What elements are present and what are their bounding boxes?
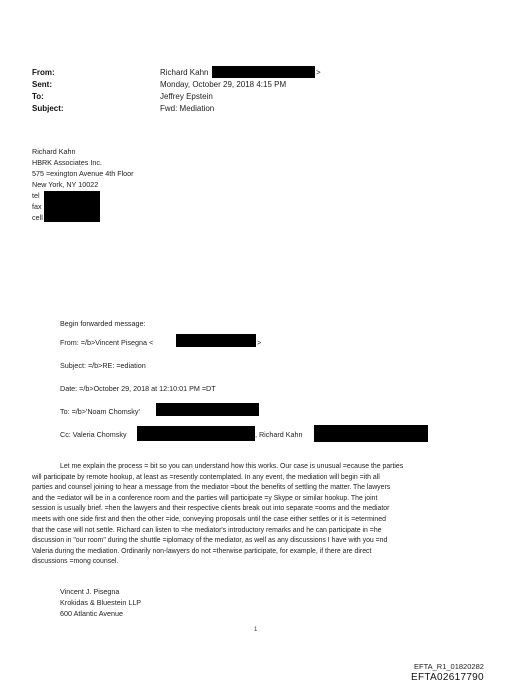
forwarded-to: To: =/b>'Noam Chomsky' (60, 407, 140, 416)
message-line: will participate by remote hookup, at least as =resently contemplated. In any event, the mediation will begin =ith all (32, 473, 380, 481)
forwarded-cc-start: Cc: Valeria Chomsky (60, 430, 127, 439)
to-label: To: (32, 92, 44, 101)
redaction-box (314, 425, 428, 442)
bates-number: EFTA02617790 (411, 672, 484, 683)
redaction-box (44, 191, 100, 222)
forwarded-date: Date: =/b>October 29, 2018 at 12:10:01 PM =DT (60, 384, 216, 393)
forwarded-from: From: =/b>Vincent Pisegna < (60, 338, 154, 347)
closing-address: 600 Atlantic Avenue (60, 609, 124, 618)
signature-name: Richard Kahn (32, 147, 76, 156)
signature-cell: cell (32, 213, 43, 222)
message-line: Let me explain the process = bit so you can understand how this works. Our case is unusual =ecause the parties (60, 463, 404, 470)
message-line: and the =ediator will be in a conference room and the parties will participate =y Skype or similar hookup. The joint (32, 494, 378, 502)
subject-label: Subject: (32, 104, 64, 113)
sent-value: Monday, October 29, 2018 4:15 PM (160, 80, 287, 89)
signature-address-2: New York, NY 10022 (32, 180, 99, 189)
page-number: 1 (254, 627, 258, 633)
forwarded-intro: Begin forwarded message: (60, 319, 146, 328)
message-line: that the case will not settle. Richard can listen to =he mediator's introductory remarks and he can participate in =he (32, 526, 382, 534)
forwarded-cc-mid: , Richard Kahn (255, 430, 303, 439)
redaction-box (156, 403, 259, 416)
subject-value: Fwd: Mediation (160, 104, 215, 113)
message-line: discussion in "our room" during the shuttle =iplomacy of the mediator, as well as any discussions I have with you =nd (32, 537, 388, 545)
forwarded-from-end: > (257, 338, 262, 347)
message-line: parties and counsel joining to hear a message from the mediator =bout the benefits of settling the matter. The lawyers (32, 484, 391, 492)
message-line: Valeria during the mediation. Ordinarily non-lawyers do not =therwise participate, for example, if there are direct (32, 547, 372, 555)
sent-label: Sent: (32, 80, 52, 89)
from-value: Richard Kahn (160, 68, 209, 77)
redaction-box (212, 66, 315, 78)
redaction-box (137, 426, 255, 441)
message-line: session is usually brief. =hen the lawyers and their respective clients break out into separate =ooms and the mediator (32, 505, 390, 513)
message-body (32, 462, 403, 568)
forwarded-subject: Subject: =/b>RE: =ediation (60, 361, 146, 370)
message-line: discussions =mong counsel. (32, 558, 119, 566)
signature-tel: tel (32, 191, 40, 200)
redaction-box (176, 334, 256, 347)
closing-firm: Krokidas & Bluestein LLP (60, 598, 142, 607)
message-line: meets with one side first and then the other =ide, conveying proposals until the case either settles or it is =etermined (32, 515, 386, 523)
from-label: From: (32, 68, 55, 77)
signature-address-1: 575 =exington Avenue 4th Floor (32, 169, 134, 178)
closing-name: Vincent J. Pisegna (60, 587, 120, 596)
to-value: Jeffrey Epstein (160, 92, 213, 101)
signature-fax: fax (32, 202, 42, 211)
from-suffix: > (316, 68, 321, 77)
document-id: EFTA_R1_01820282 (414, 662, 484, 671)
signature-company: HBRK Associates Inc. (32, 158, 102, 167)
